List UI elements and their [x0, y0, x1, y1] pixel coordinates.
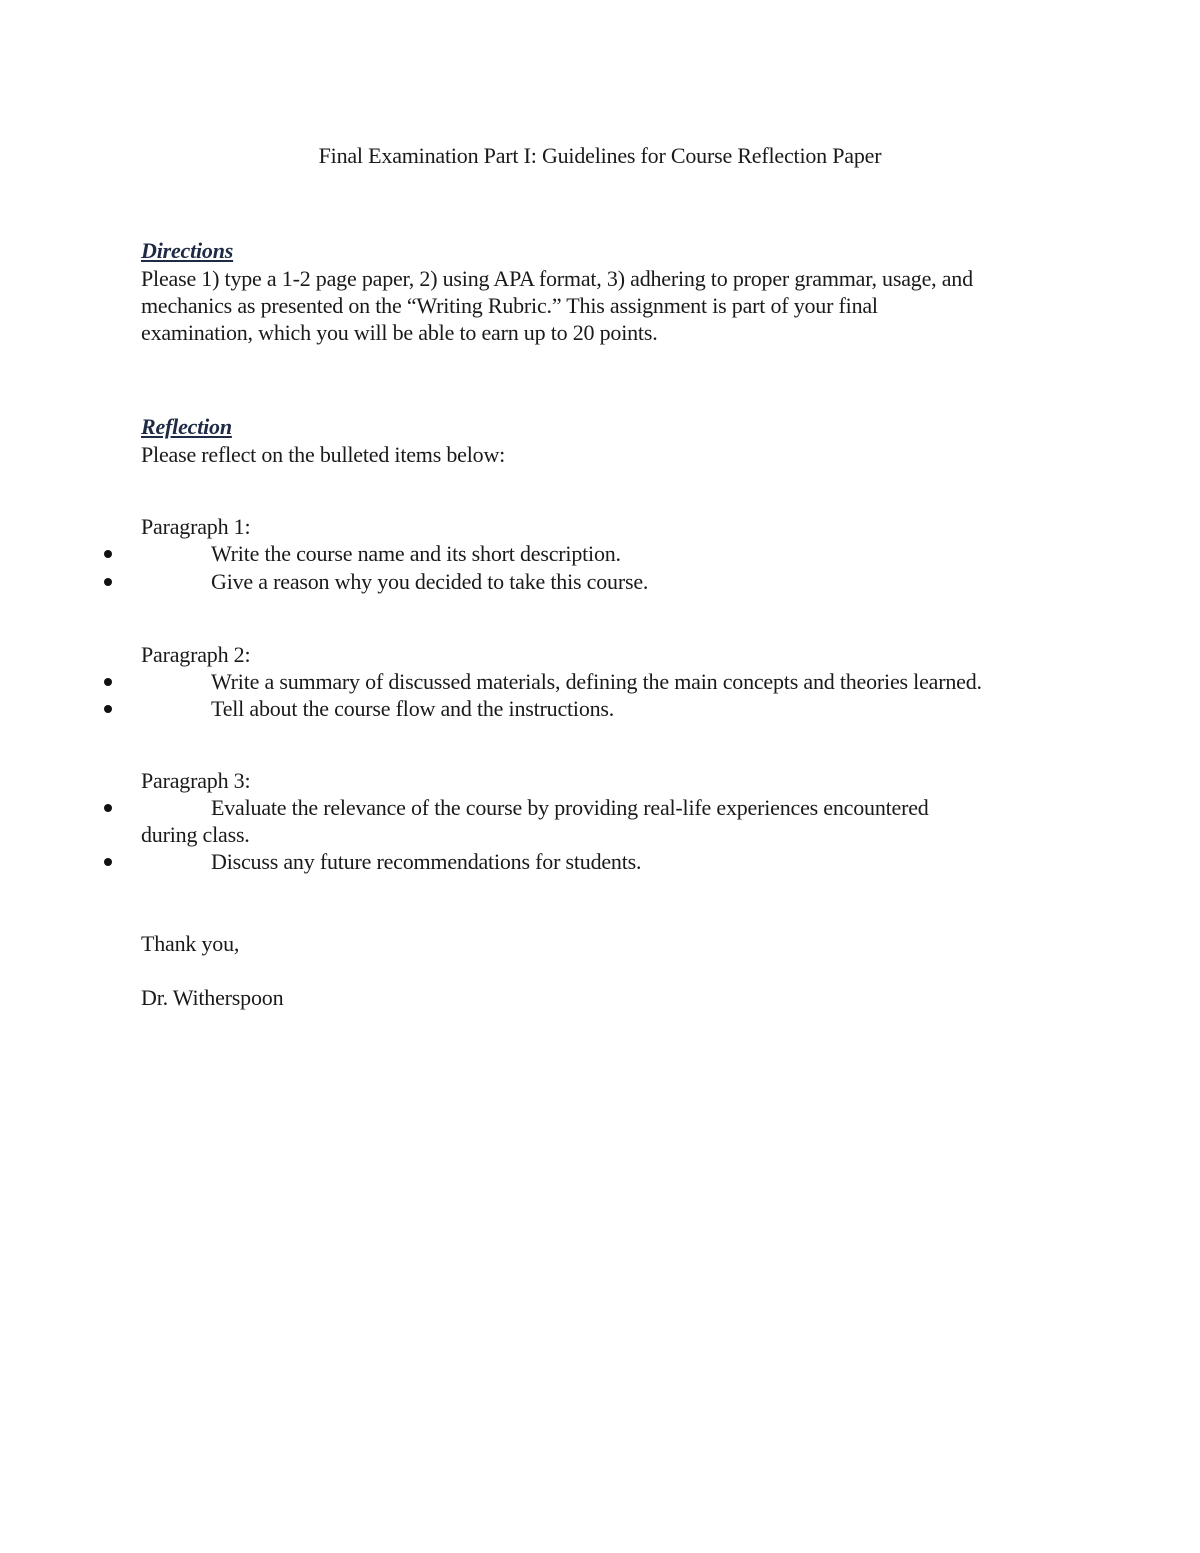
paragraph-2-item-2: Tell about the course flow and the instructions. — [211, 696, 615, 721]
paragraph-3-item-1-continuation: during class. — [141, 822, 250, 847]
directions-heading: Directions — [141, 238, 234, 263]
paragraph-1-item-2: Give a reason why you decided to take this course. — [211, 569, 649, 594]
directions-line-2: mechanics as presented on the “Writing Rubric.” This assignment is part of your final — [141, 293, 878, 318]
signature: Dr. Witherspoon — [141, 985, 284, 1010]
bullet-icon — [104, 678, 112, 686]
paragraph-3-label: Paragraph 3: — [141, 768, 251, 793]
directions-line-1: Please 1) type a 1-2 page paper, 2) using APA format, 3) adhering to proper grammar, usage, and — [141, 266, 973, 291]
bullet-icon — [104, 550, 112, 558]
paragraph-1-label: Paragraph 1: — [141, 514, 251, 539]
paragraph-2-label: Paragraph 2: — [141, 642, 251, 667]
document-title: Final Examination Part I: Guidelines for Course Reflection Paper — [318, 143, 882, 168]
paragraph-3-item-2: Discuss any future recommendations for students. — [211, 849, 642, 874]
bullet-icon — [104, 578, 112, 586]
reflection-heading: Reflection — [141, 414, 232, 439]
reflection-intro: Please reflect on the bulleted items below: — [141, 442, 506, 467]
bullet-icon — [104, 705, 112, 713]
paragraph-1-item-1: Write the course name and its short description. — [211, 541, 621, 566]
paragraph-3-item-1: Evaluate the relevance of the course by providing real-life experiences encountered — [211, 795, 929, 820]
paragraph-2-item-1: Write a summary of discussed materials, defining the main concepts and theories learned. — [211, 669, 982, 694]
bullet-icon — [104, 858, 112, 866]
directions-line-3: examination, which you will be able to earn up to 20 points. — [141, 320, 658, 345]
closing-line: Thank you, — [141, 931, 240, 956]
bullet-icon — [104, 804, 112, 812]
